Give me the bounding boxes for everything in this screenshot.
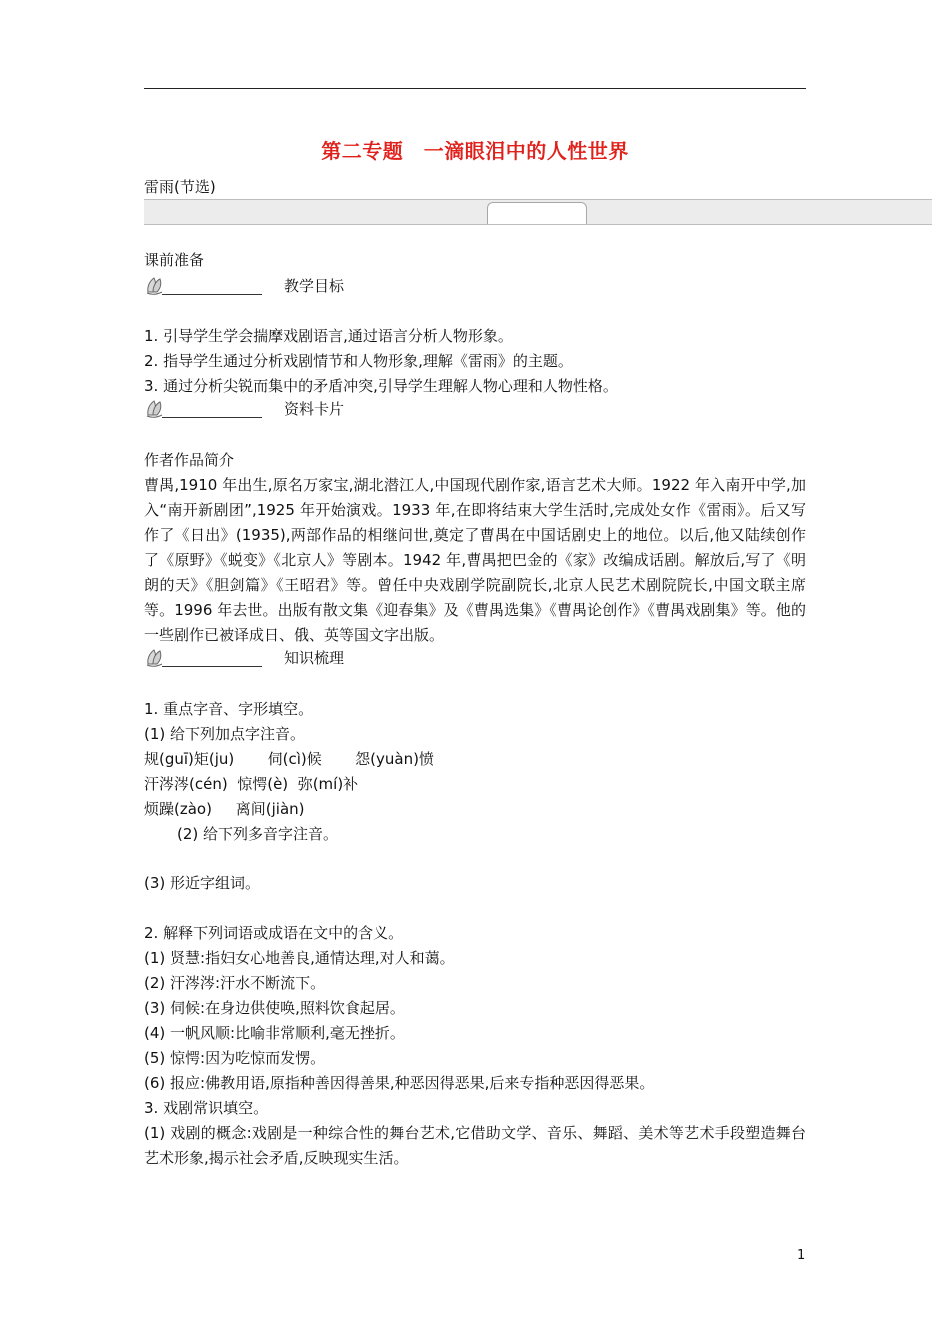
heading-underline xyxy=(162,294,262,295)
goal-item: 3. 通过分析尖锐而集中的矛盾冲突,引导学生理解人物心理和人物性格。 xyxy=(144,377,618,395)
section-heading-material xyxy=(144,398,806,422)
question-1: 1. 重点字音、字形填空。 xyxy=(144,700,314,718)
knowledge-section xyxy=(144,697,806,847)
pre-class-heading: 课前准备 xyxy=(144,251,205,269)
terms-item: (3) 伺候:在身边供使唤,照料饮食起居。 xyxy=(144,999,405,1017)
header-rule xyxy=(144,88,806,89)
tab-active[interactable] xyxy=(487,202,587,224)
author-paragraph: 曹禺,1910 年出生,原名万家宝,湖北潜江人,中国现代剧作家,语言艺术大师。1922 年入南开中学,加入“南开新剧团”,1925 年开始演戏。1933 年,在即将结束大学生活时,完成处女作《雷雨》。后又写作了《日出》(1935),两部作品的相继问世,奠定了曹禺在中国话剧史上的地位。以后,他又陆续创作了《原野》《蜕变》《北京人》等剧本。1942 年,曹禺把巴金的《家》改编成话剧。解放后,写了《明朗的天》《胆剑篇》《王昭君》等。曾任中央戏剧学院副院长,北京人民艺术剧院院长,中国文联主席等。1996 年去世。出版有散文集《迎春集》及《曹禺选集》《曹禺论创作》《曹禺戏剧集》等。他的一些剧作已被译成日、俄、英等国文字出版。 xyxy=(144,476,806,644)
terms-item: (2) 汗涔涔:汗水不断流下。 xyxy=(144,974,326,992)
heading-label-goals: 教学目标 xyxy=(284,277,345,295)
page-title: 第二专题 一滴眼泪中的人性世界 xyxy=(321,139,629,163)
author-heading: 作者作品简介 xyxy=(144,451,235,469)
lesson-subtitle: 雷雨(节选) xyxy=(144,178,216,196)
question-1-1: (1) 给下列加点字注音。 xyxy=(144,725,306,743)
goal-item: 1. 引导学生学会揣摩戏剧语言,通过语言分析人物形象。 xyxy=(144,327,513,345)
section-heading-knowledge xyxy=(144,647,806,671)
terms-item: 2. 解释下列词语或成语在文中的含义。 xyxy=(144,924,404,942)
heading-label-material: 资料卡片 xyxy=(284,400,345,418)
author-intro xyxy=(144,448,806,648)
terms-section xyxy=(144,921,806,1171)
pinyin-row: 规(guī)矩(ju) 伺(cì)候 怨(yuàn)愤 xyxy=(144,750,434,768)
heading-underline xyxy=(162,417,262,418)
pinyin-row: 烦躁(zào) 离间(jiàn) xyxy=(144,800,305,818)
pre-class-heading-block xyxy=(144,248,806,273)
drama-concept: (1) 戏剧的概念:戏剧是一种综合性的舞台艺术,它借助文学、音乐、舞蹈、美术等艺术手段塑造舞台艺术形象,揭示社会矛盾,反映现实生活。 xyxy=(144,1124,806,1167)
terms-item: (6) 报应:佛教用语,原指种善因得善果,种恶因得恶果,后来专指种恶因得恶果。 xyxy=(144,1074,655,1092)
heading-label-knowledge: 知识梳理 xyxy=(284,649,345,667)
terms-item: (5) 惊愕:因为吃惊而发愣。 xyxy=(144,1049,326,1067)
page-number: 1 xyxy=(797,1248,806,1263)
terms-item: 3. 戏剧常识填空。 xyxy=(144,1099,269,1117)
heading-underline xyxy=(162,666,262,667)
question-1-3-block xyxy=(144,871,806,896)
goals-list xyxy=(144,324,806,399)
tab-bar xyxy=(144,199,932,225)
goal-item: 2. 指导学生通过分析戏剧情节和人物形象,理解《雷雨》的主题。 xyxy=(144,352,573,370)
terms-item: (1) 贤慧:指妇女心地善良,通情达理,对人和蔼。 xyxy=(144,949,455,967)
section-heading-goals xyxy=(144,275,806,299)
question-1-3: (3) 形近字组词。 xyxy=(144,874,261,892)
terms-item: (4) 一帆风顺:比喻非常顺利,毫无挫折。 xyxy=(144,1024,405,1042)
pinyin-row: 汗涔涔(cén) 惊愕(è) 弥(mí)补 xyxy=(144,775,359,793)
question-1-2: (2) 给下列多音字注音。 xyxy=(177,825,339,843)
